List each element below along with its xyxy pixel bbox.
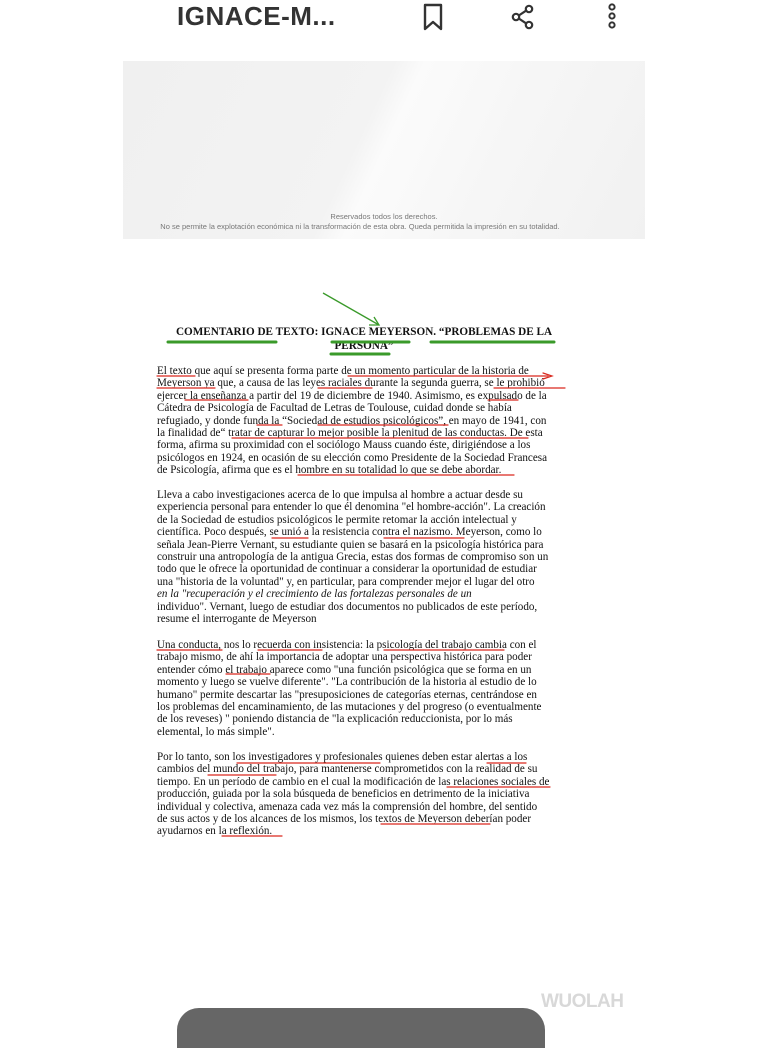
text-line: humano" permite descartar las "presuposiciones de categorías eternas, centrándose en (157, 688, 537, 701)
text-line: tiempo. En un período de cambio en el cual la modificación de las relaciones sociales de (157, 775, 550, 788)
text-line: elemental, lo más simple". (157, 725, 275, 738)
bottom-action-bar[interactable] (177, 1008, 545, 1048)
text-line: ejercer la enseñanza a partir del 19 de diciembre de 1940. Asimismo, es expulsado de la (157, 389, 547, 402)
text-line: entender cómo el trabajo aparece como "una función psicológica que se forma en un (157, 663, 532, 676)
text-line: construir una antropología de la antigua Grecia, estas dos formas de compromiso son un (157, 551, 549, 564)
text-line: de la Sociedad de estudios psicológicos le permite retomar la acción intelectual y (157, 513, 517, 526)
text-line: de los reveses) " poniendo distancia de "la explicación reduccionista, por lo más (157, 713, 513, 726)
text-line: ayudarnos en la reflexión. (157, 825, 273, 838)
text-line: Cátedra de Psicología de Facultad de Letras de Toulouse, cuidad donde se había (157, 402, 512, 415)
text-line: experiencia personal para entender lo que él denomina "el hombre-acción". La creación (157, 501, 546, 514)
paragraph-2 (157, 489, 569, 625)
document-heading (156, 326, 572, 353)
text-line: individual y colectiva, amenaza cada vez más la comprensión del hombre, del sentido (157, 800, 538, 813)
text-line: trabajo mismo, de ahí la importancia de adoptar una perspectiva histórica para poder (157, 651, 532, 664)
text-line: forma, afirma su proximidad con el sociólogo Mauss cuando éste, dirigiéndose a los (157, 439, 531, 452)
text-line: refugiado, y donde funda la “Sociedad de estudios psicológicos”, en mayo de 1941, con (157, 414, 547, 427)
text-line: individuo". Vernant, luego de estudiar dos documentos no publicados de este período, (157, 600, 538, 613)
paragraph-1 (157, 365, 569, 477)
rights-notice: Reservados todos los derechos. (330, 212, 438, 221)
text-line: de Psicología, afirma que es el hombre en su totalidad lo que se debe abordar. (157, 464, 502, 477)
text-line: Lleva a cabo investigaciones acerca de lo que impulsa al hombre a actuar desde su (157, 489, 523, 501)
text-line: resume el interrogante de Meyerson (157, 613, 317, 626)
paragraph-4 (157, 751, 569, 838)
text-line: Por lo tanto, son los investigadores y profesionales quienes deben estar alertas a los (157, 751, 528, 763)
text-line: en la "recuperación y el crecimiento de las fortalezas personales de un (157, 588, 472, 601)
heading-line-1: COMENTARIO DE TEXTO: IGNACE MEYERSON. “PROBLEMAS DE LA (175, 326, 553, 338)
paragraph-3 (157, 639, 569, 738)
document-title: IGNACE-M... (177, 1, 336, 31)
text-line: señala Jean-Pierre Vernant, su estudiante quien se basará en la psicología histórica para (157, 538, 544, 551)
text-line: una "historia de la voluntad" y, en particular, para comprender mejor el lugar del otro (157, 575, 535, 588)
text-line: cambios del mundo del trabajo, para mantenerse comprometidos con la realidad de su (157, 763, 538, 776)
text-line: los problemas del encaminamiento, de las mutaciones y del progreso (o eventualmente (157, 701, 542, 714)
text-line: científica. Poco después, se unió a la resistencia contra el nazismo. Meyerson, como lo (157, 526, 542, 539)
text-line: psicólogos en 1924, en ocasión de su elección como Presidente de la Sociedad Francesa (157, 451, 548, 464)
text-line: Una conducta, nos lo recuerda con insistencia: la psicología del trabajo cambia con el (157, 639, 537, 651)
text-line: Meyerson ya que, a causa de las leyes raciales durante la segunda guerra, se le prohibió (157, 377, 545, 390)
text-line: El texto que aquí se presenta forma parte de un momento particular de la historia de (157, 365, 529, 377)
text-line: momento y luego se vuelve diferente". "La contribución de la historia al estudio de lo (157, 676, 537, 689)
wuolah-watermark: WUOLAH (541, 991, 624, 1012)
text-line: la finalidad de“ tratar de capturar lo mejor posible la plenitud de las conductas. De esta (157, 427, 543, 440)
text-line: todo que le ofrece la oportunidad de continuar a considerar la oportunidad de estudiar (157, 563, 537, 576)
rights-notice-detail: No se permite la explotación económica ni la transformación de esta obra. Queda permitida la impresión en su totalidad. (160, 222, 560, 231)
text-line: producción, guiada por la sola búsqueda de beneficios en detrimento de la iniciativa (157, 788, 530, 801)
text-line: de sus actos y de los alcances de los mismos, los textos de Meyerson deberían poder (157, 813, 532, 826)
heading-line-2: PERSONA” (334, 339, 394, 352)
